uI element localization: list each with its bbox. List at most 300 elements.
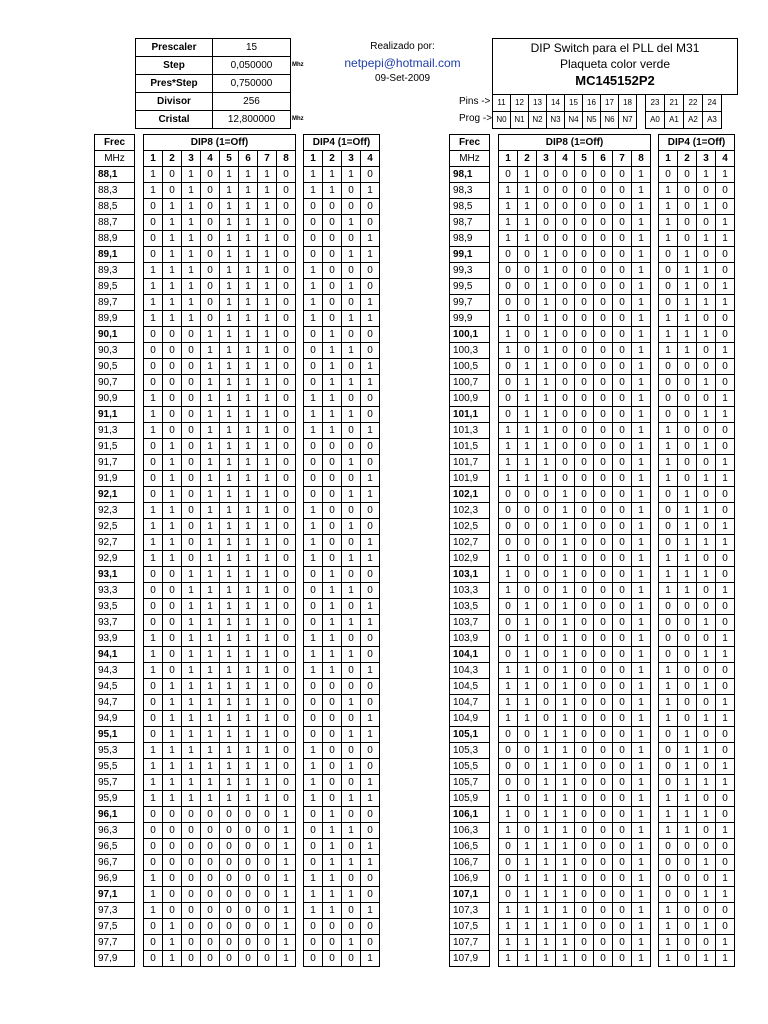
column-gap xyxy=(651,695,659,711)
dip8-bit: 1 xyxy=(220,599,239,615)
dip4-bit: 0 xyxy=(304,855,323,871)
dip4-switch-number: 2 xyxy=(678,151,697,167)
dip8-bit: 0 xyxy=(201,887,220,903)
dip4-bit: 0 xyxy=(697,215,716,231)
dip8-bit: 0 xyxy=(594,391,613,407)
dip8-bit: 1 xyxy=(182,183,201,199)
column-gap xyxy=(490,167,499,183)
dip4-bit: 0 xyxy=(304,919,323,935)
dip8-bit: 0 xyxy=(277,743,296,759)
column-gap xyxy=(651,279,659,295)
dip8-bit: 0 xyxy=(182,855,201,871)
dip8-bit: 0 xyxy=(277,759,296,775)
dip4-bit: 1 xyxy=(716,215,735,231)
dip8-bit: 0 xyxy=(575,727,594,743)
dip8-bit: 0 xyxy=(613,951,632,967)
dip8-bit: 1 xyxy=(163,759,182,775)
dip8-bit: 1 xyxy=(220,519,239,535)
dip8-switch-number: 3 xyxy=(537,151,556,167)
dip8-bit: 0 xyxy=(144,343,163,359)
frequency-cell: 105,7 xyxy=(450,775,490,791)
dip4-bit: 0 xyxy=(361,919,380,935)
dip8-bit: 0 xyxy=(201,839,220,855)
table-row xyxy=(450,823,735,839)
dip4-bit: 1 xyxy=(659,583,678,599)
dip8-bit: 0 xyxy=(220,887,239,903)
dip4-bit: 1 xyxy=(342,583,361,599)
dip4-bit: 1 xyxy=(342,759,361,775)
table-row xyxy=(450,375,735,391)
dip8-bit: 1 xyxy=(499,711,518,727)
dip8-bit: 1 xyxy=(537,471,556,487)
dip8-bit: 1 xyxy=(537,391,556,407)
dip8-bit: 1 xyxy=(632,391,651,407)
dip4-bit: 0 xyxy=(716,615,735,631)
column-gap xyxy=(135,791,144,807)
dip8-bit: 0 xyxy=(613,519,632,535)
table-row xyxy=(95,903,380,919)
dip4-bit: 1 xyxy=(304,871,323,887)
dip8-bit: 1 xyxy=(537,855,556,871)
dip8-bit: 0 xyxy=(537,583,556,599)
table-row xyxy=(450,295,735,311)
dip4-bit: 0 xyxy=(323,231,342,247)
dip4-bit: 0 xyxy=(716,423,735,439)
dip4-bit: 1 xyxy=(716,167,735,183)
dip4-bit: 0 xyxy=(659,263,678,279)
dip8-bit: 0 xyxy=(182,807,201,823)
dip4-bit: 0 xyxy=(697,423,716,439)
dip8-bit: 1 xyxy=(220,487,239,503)
frequency-cell: 91,1 xyxy=(95,407,135,423)
dip8-bit: 0 xyxy=(144,487,163,503)
dip8-bit: 1 xyxy=(277,807,296,823)
column-gap xyxy=(135,135,144,151)
dip4-bit: 0 xyxy=(342,631,361,647)
dip8-bit: 1 xyxy=(239,167,258,183)
dip8-bit: 1 xyxy=(201,407,220,423)
dip8-bit: 0 xyxy=(613,631,632,647)
column-gap xyxy=(490,391,499,407)
column-gap xyxy=(135,759,144,775)
table-row xyxy=(95,375,380,391)
dip8-bit: 0 xyxy=(518,791,537,807)
column-gap xyxy=(296,199,304,215)
dip8-bit: 1 xyxy=(182,311,201,327)
dip8-bit: 1 xyxy=(201,711,220,727)
dip8-bit: 0 xyxy=(518,535,537,551)
dip8-bit: 0 xyxy=(575,327,594,343)
dip8-bit: 0 xyxy=(575,535,594,551)
dip4-bit: 1 xyxy=(659,327,678,343)
dip8-bit: 0 xyxy=(499,375,518,391)
frequency-cell: 95,9 xyxy=(95,791,135,807)
frequency-cell: 105,9 xyxy=(450,791,490,807)
dip8-header: DIP8 (1=Off) xyxy=(144,135,296,151)
dip8-bit: 0 xyxy=(201,247,220,263)
frequency-cell: 102,9 xyxy=(450,551,490,567)
dip4-bit: 0 xyxy=(304,615,323,631)
dip8-bit: 0 xyxy=(613,599,632,615)
dip8-bit: 1 xyxy=(537,455,556,471)
dip8-bit: 0 xyxy=(182,839,201,855)
dip8-bit: 1 xyxy=(277,871,296,887)
dip4-bit: 0 xyxy=(659,599,678,615)
dip8-bit: 1 xyxy=(518,887,537,903)
dip8-bit: 0 xyxy=(277,567,296,583)
dip4-bit: 0 xyxy=(304,807,323,823)
dip4-bit: 0 xyxy=(678,855,697,871)
dip4-bit: 0 xyxy=(361,279,380,295)
dip8-bit: 0 xyxy=(575,471,594,487)
table-row xyxy=(95,167,380,183)
dip8-bit: 0 xyxy=(594,631,613,647)
column-gap xyxy=(296,487,304,503)
column-gap xyxy=(135,951,144,967)
column-gap xyxy=(135,487,144,503)
dip4-bit: 0 xyxy=(697,823,716,839)
table-row xyxy=(450,839,735,855)
dip8-bit: 0 xyxy=(556,455,575,471)
dip4-bit: 1 xyxy=(659,919,678,935)
dip4-bit: 0 xyxy=(697,183,716,199)
dip4-bit: 1 xyxy=(304,647,323,663)
dip8-bit: 1 xyxy=(537,823,556,839)
credit-label: Realizado por: xyxy=(370,41,435,52)
dip8-bit: 0 xyxy=(499,295,518,311)
column-gap xyxy=(135,695,144,711)
dip8-bit: 0 xyxy=(163,631,182,647)
dip4-bit: 1 xyxy=(361,791,380,807)
column-gap xyxy=(296,759,304,775)
dip8-bit: 0 xyxy=(163,583,182,599)
pin-number: 24 xyxy=(703,95,722,112)
dip4-bit: 1 xyxy=(659,951,678,967)
column-gap xyxy=(296,823,304,839)
dip8-bit: 0 xyxy=(575,247,594,263)
dip8-bit: 1 xyxy=(632,855,651,871)
column-gap xyxy=(651,455,659,471)
dip4-bit: 1 xyxy=(697,231,716,247)
column-gap xyxy=(490,247,499,263)
frequency-cell: 104,1 xyxy=(450,647,490,663)
dip8-bit: 1 xyxy=(144,391,163,407)
dip4-bit: 1 xyxy=(697,263,716,279)
dip8-bit: 0 xyxy=(575,935,594,951)
dip8-bit: 1 xyxy=(258,695,277,711)
frequency-cell: 94,3 xyxy=(95,663,135,679)
column-gap xyxy=(490,871,499,887)
dip8-bit: 0 xyxy=(518,583,537,599)
table-row xyxy=(450,199,735,215)
dip8-bit: 0 xyxy=(277,375,296,391)
dip4-bit: 1 xyxy=(678,327,697,343)
column-gap xyxy=(135,583,144,599)
dip8-bit: 1 xyxy=(258,743,277,759)
dip8-bit: 1 xyxy=(556,871,575,887)
column-gap xyxy=(490,823,499,839)
dip4-bit: 0 xyxy=(323,311,342,327)
dip4-bit: 0 xyxy=(361,647,380,663)
dip8-bit: 0 xyxy=(575,807,594,823)
dip8-bit: 0 xyxy=(239,807,258,823)
column-gap xyxy=(135,391,144,407)
dip8-bit: 1 xyxy=(258,327,277,343)
frequency-cell: 103,3 xyxy=(450,583,490,599)
column-gap xyxy=(490,647,499,663)
dip8-bit: 1 xyxy=(239,359,258,375)
table-row xyxy=(450,279,735,295)
dip8-bit: 1 xyxy=(258,167,277,183)
column-gap xyxy=(490,359,499,375)
table-row xyxy=(450,855,735,871)
dip4-bit: 0 xyxy=(659,647,678,663)
dip8-bit: 0 xyxy=(144,359,163,375)
dip4-bit: 0 xyxy=(304,951,323,967)
dip8-bit: 0 xyxy=(239,935,258,951)
column-gap xyxy=(490,343,499,359)
pin-number: 12 xyxy=(511,95,529,112)
dip4-bit: 1 xyxy=(716,887,735,903)
column-gap xyxy=(490,263,499,279)
dip8-bit: 0 xyxy=(201,903,220,919)
table-row xyxy=(95,583,380,599)
dip8-bit: 1 xyxy=(201,327,220,343)
column-gap xyxy=(490,327,499,343)
dip8-bit: 0 xyxy=(575,375,594,391)
dip4-bit: 1 xyxy=(342,823,361,839)
dip4-bit: 1 xyxy=(361,471,380,487)
dip8-bit: 0 xyxy=(182,951,201,967)
dip8-bit: 0 xyxy=(594,935,613,951)
dip4-bit: 0 xyxy=(342,439,361,455)
dip8-bit: 1 xyxy=(258,359,277,375)
dip8-bit: 1 xyxy=(632,695,651,711)
column-gap xyxy=(651,903,659,919)
column-gap xyxy=(490,279,499,295)
dip4-bit: 0 xyxy=(323,279,342,295)
dip4-bit: 1 xyxy=(678,743,697,759)
dip4-bit: 0 xyxy=(304,695,323,711)
dip4-bit: 0 xyxy=(716,327,735,343)
dip8-bit: 1 xyxy=(537,359,556,375)
dip4-bit: 0 xyxy=(697,759,716,775)
dip8-bit: 0 xyxy=(518,503,537,519)
frequency-cell: 94,1 xyxy=(95,647,135,663)
dip8-bit: 1 xyxy=(182,167,201,183)
dip8-bit: 0 xyxy=(537,215,556,231)
dip8-bit: 1 xyxy=(239,487,258,503)
dip8-bit: 0 xyxy=(258,935,277,951)
dip8-bit: 1 xyxy=(518,167,537,183)
column-gap xyxy=(490,503,499,519)
dip8-bit: 1 xyxy=(556,631,575,647)
frequency-cell: 88,7 xyxy=(95,215,135,231)
dip8-bit: 1 xyxy=(632,407,651,423)
dip4-bit: 1 xyxy=(361,711,380,727)
dip8-bit: 0 xyxy=(144,919,163,935)
dip8-bit: 1 xyxy=(632,535,651,551)
dip4-bit: 1 xyxy=(716,871,735,887)
dip4-bit: 0 xyxy=(678,391,697,407)
dip8-bit: 0 xyxy=(258,871,277,887)
dip8-bit: 1 xyxy=(537,343,556,359)
dip8-bit: 0 xyxy=(594,503,613,519)
dip8-bit: 1 xyxy=(220,535,239,551)
frequency-cell: 92,1 xyxy=(95,487,135,503)
frequency-cell: 94,7 xyxy=(95,695,135,711)
column-gap xyxy=(296,935,304,951)
dip8-bit: 1 xyxy=(163,247,182,263)
dip8-bit: 1 xyxy=(556,727,575,743)
column-gap xyxy=(651,151,659,167)
dip8-bit: 0 xyxy=(239,839,258,855)
dip8-bit: 1 xyxy=(518,663,537,679)
dip8-bit: 0 xyxy=(518,295,537,311)
dip8-bit: 0 xyxy=(239,903,258,919)
dip8-bit: 0 xyxy=(277,503,296,519)
dip8-bit: 1 xyxy=(258,407,277,423)
dip8-bit: 1 xyxy=(163,215,182,231)
dip8-bit: 1 xyxy=(556,823,575,839)
dip4-bit: 0 xyxy=(342,839,361,855)
dip4-bit: 1 xyxy=(361,487,380,503)
column-gap xyxy=(135,663,144,679)
dip4-bit: 0 xyxy=(716,855,735,871)
dip8-bit: 0 xyxy=(575,583,594,599)
dip4-bit: 1 xyxy=(716,471,735,487)
column-gap xyxy=(296,135,304,151)
dip4-bit: 0 xyxy=(323,487,342,503)
dip4-bit: 1 xyxy=(361,903,380,919)
column-gap xyxy=(490,695,499,711)
dip8-bit: 0 xyxy=(537,567,556,583)
frequency-cell: 100,7 xyxy=(450,375,490,391)
dip4-bit: 1 xyxy=(697,295,716,311)
dip4-bit: 1 xyxy=(678,263,697,279)
dip8-bit: 0 xyxy=(182,551,201,567)
dip8-bit: 0 xyxy=(537,167,556,183)
dip4-bit: 1 xyxy=(716,695,735,711)
dip8-bit: 0 xyxy=(518,263,537,279)
dip8-bit: 1 xyxy=(556,839,575,855)
dip8-bit: 1 xyxy=(518,919,537,935)
dip8-bit: 0 xyxy=(277,247,296,263)
frequency-cell: 104,7 xyxy=(450,695,490,711)
dip8-bit: 1 xyxy=(632,567,651,583)
dip8-bit: 0 xyxy=(537,695,556,711)
dip8-switch-number: 6 xyxy=(239,151,258,167)
dip8-bit: 1 xyxy=(220,679,239,695)
dip8-bit: 0 xyxy=(277,359,296,375)
dip4-bit: 0 xyxy=(678,215,697,231)
dip8-bit: 1 xyxy=(632,903,651,919)
dip8-bit: 0 xyxy=(594,599,613,615)
dip4-bit: 0 xyxy=(716,263,735,279)
dip8-bit: 0 xyxy=(258,951,277,967)
dip8-bit: 0 xyxy=(144,807,163,823)
dip4-bit: 0 xyxy=(361,263,380,279)
dip8-bit: 0 xyxy=(277,423,296,439)
dip4-bit: 0 xyxy=(361,807,380,823)
dip8-bit: 1 xyxy=(518,631,537,647)
dip8-bit: 1 xyxy=(632,919,651,935)
dip8-bit: 1 xyxy=(239,615,258,631)
frequency-cell: 102,3 xyxy=(450,503,490,519)
column-gap xyxy=(135,679,144,695)
column-gap xyxy=(135,807,144,823)
dip8-bit: 1 xyxy=(632,839,651,855)
dip4-bit: 1 xyxy=(323,599,342,615)
dip4-bit: 0 xyxy=(342,711,361,727)
dip4-bit: 1 xyxy=(716,455,735,471)
dip8-bit: 0 xyxy=(182,519,201,535)
dip8-bit: 0 xyxy=(182,455,201,471)
table-row xyxy=(450,711,735,727)
dip8-bit: 1 xyxy=(537,423,556,439)
dip8-bit: 1 xyxy=(220,375,239,391)
dip8-bit: 0 xyxy=(182,935,201,951)
dip8-bit: 1 xyxy=(632,615,651,631)
dip8-bit: 0 xyxy=(144,711,163,727)
dip8-bit: 1 xyxy=(258,279,277,295)
dip4-bit: 0 xyxy=(659,391,678,407)
dip8-bit: 0 xyxy=(499,759,518,775)
dip8-bit: 1 xyxy=(632,663,651,679)
dip8-bit: 0 xyxy=(575,231,594,247)
dip4-bit: 1 xyxy=(659,823,678,839)
dip4-bit: 0 xyxy=(716,359,735,375)
dip8-bit: 1 xyxy=(201,439,220,455)
dip8-bit: 1 xyxy=(144,167,163,183)
dip8-bit: 0 xyxy=(499,855,518,871)
column-gap xyxy=(296,647,304,663)
frequency-cell: 96,1 xyxy=(95,807,135,823)
dip4-bit: 1 xyxy=(716,295,735,311)
dip8-bit: 1 xyxy=(239,519,258,535)
dip8-bit: 1 xyxy=(163,695,182,711)
prog-label-cell: A1 xyxy=(665,112,684,129)
table-row xyxy=(450,647,735,663)
param-label: Pres*Step xyxy=(136,75,213,93)
frequency-cell: 91,5 xyxy=(95,439,135,455)
dip8-bit: 1 xyxy=(632,295,651,311)
frequency-cell: 100,1 xyxy=(450,327,490,343)
table-row xyxy=(450,247,735,263)
dip4-bit: 1 xyxy=(716,647,735,663)
dip4-bit: 1 xyxy=(716,711,735,727)
table-row xyxy=(95,455,380,471)
frequency-cell: 97,3 xyxy=(95,903,135,919)
frequency-cell: 98,5 xyxy=(450,199,490,215)
dip8-bit: 1 xyxy=(499,471,518,487)
dip8-bit: 1 xyxy=(239,695,258,711)
dip8-bit: 1 xyxy=(220,407,239,423)
dip8-bit: 0 xyxy=(575,855,594,871)
column-gap xyxy=(135,727,144,743)
dip8-bit: 1 xyxy=(556,663,575,679)
dip8-bit: 1 xyxy=(518,391,537,407)
dip8-bit: 0 xyxy=(613,743,632,759)
dip8-bit: 1 xyxy=(258,503,277,519)
dip8-bit: 0 xyxy=(144,375,163,391)
prog-label-cell: N0 xyxy=(493,112,511,129)
dip8-bit: 0 xyxy=(239,871,258,887)
dip8-bit: 0 xyxy=(575,743,594,759)
dip8-bit: 1 xyxy=(277,855,296,871)
dip4-bit: 1 xyxy=(697,711,716,727)
dip8-bit: 0 xyxy=(239,887,258,903)
